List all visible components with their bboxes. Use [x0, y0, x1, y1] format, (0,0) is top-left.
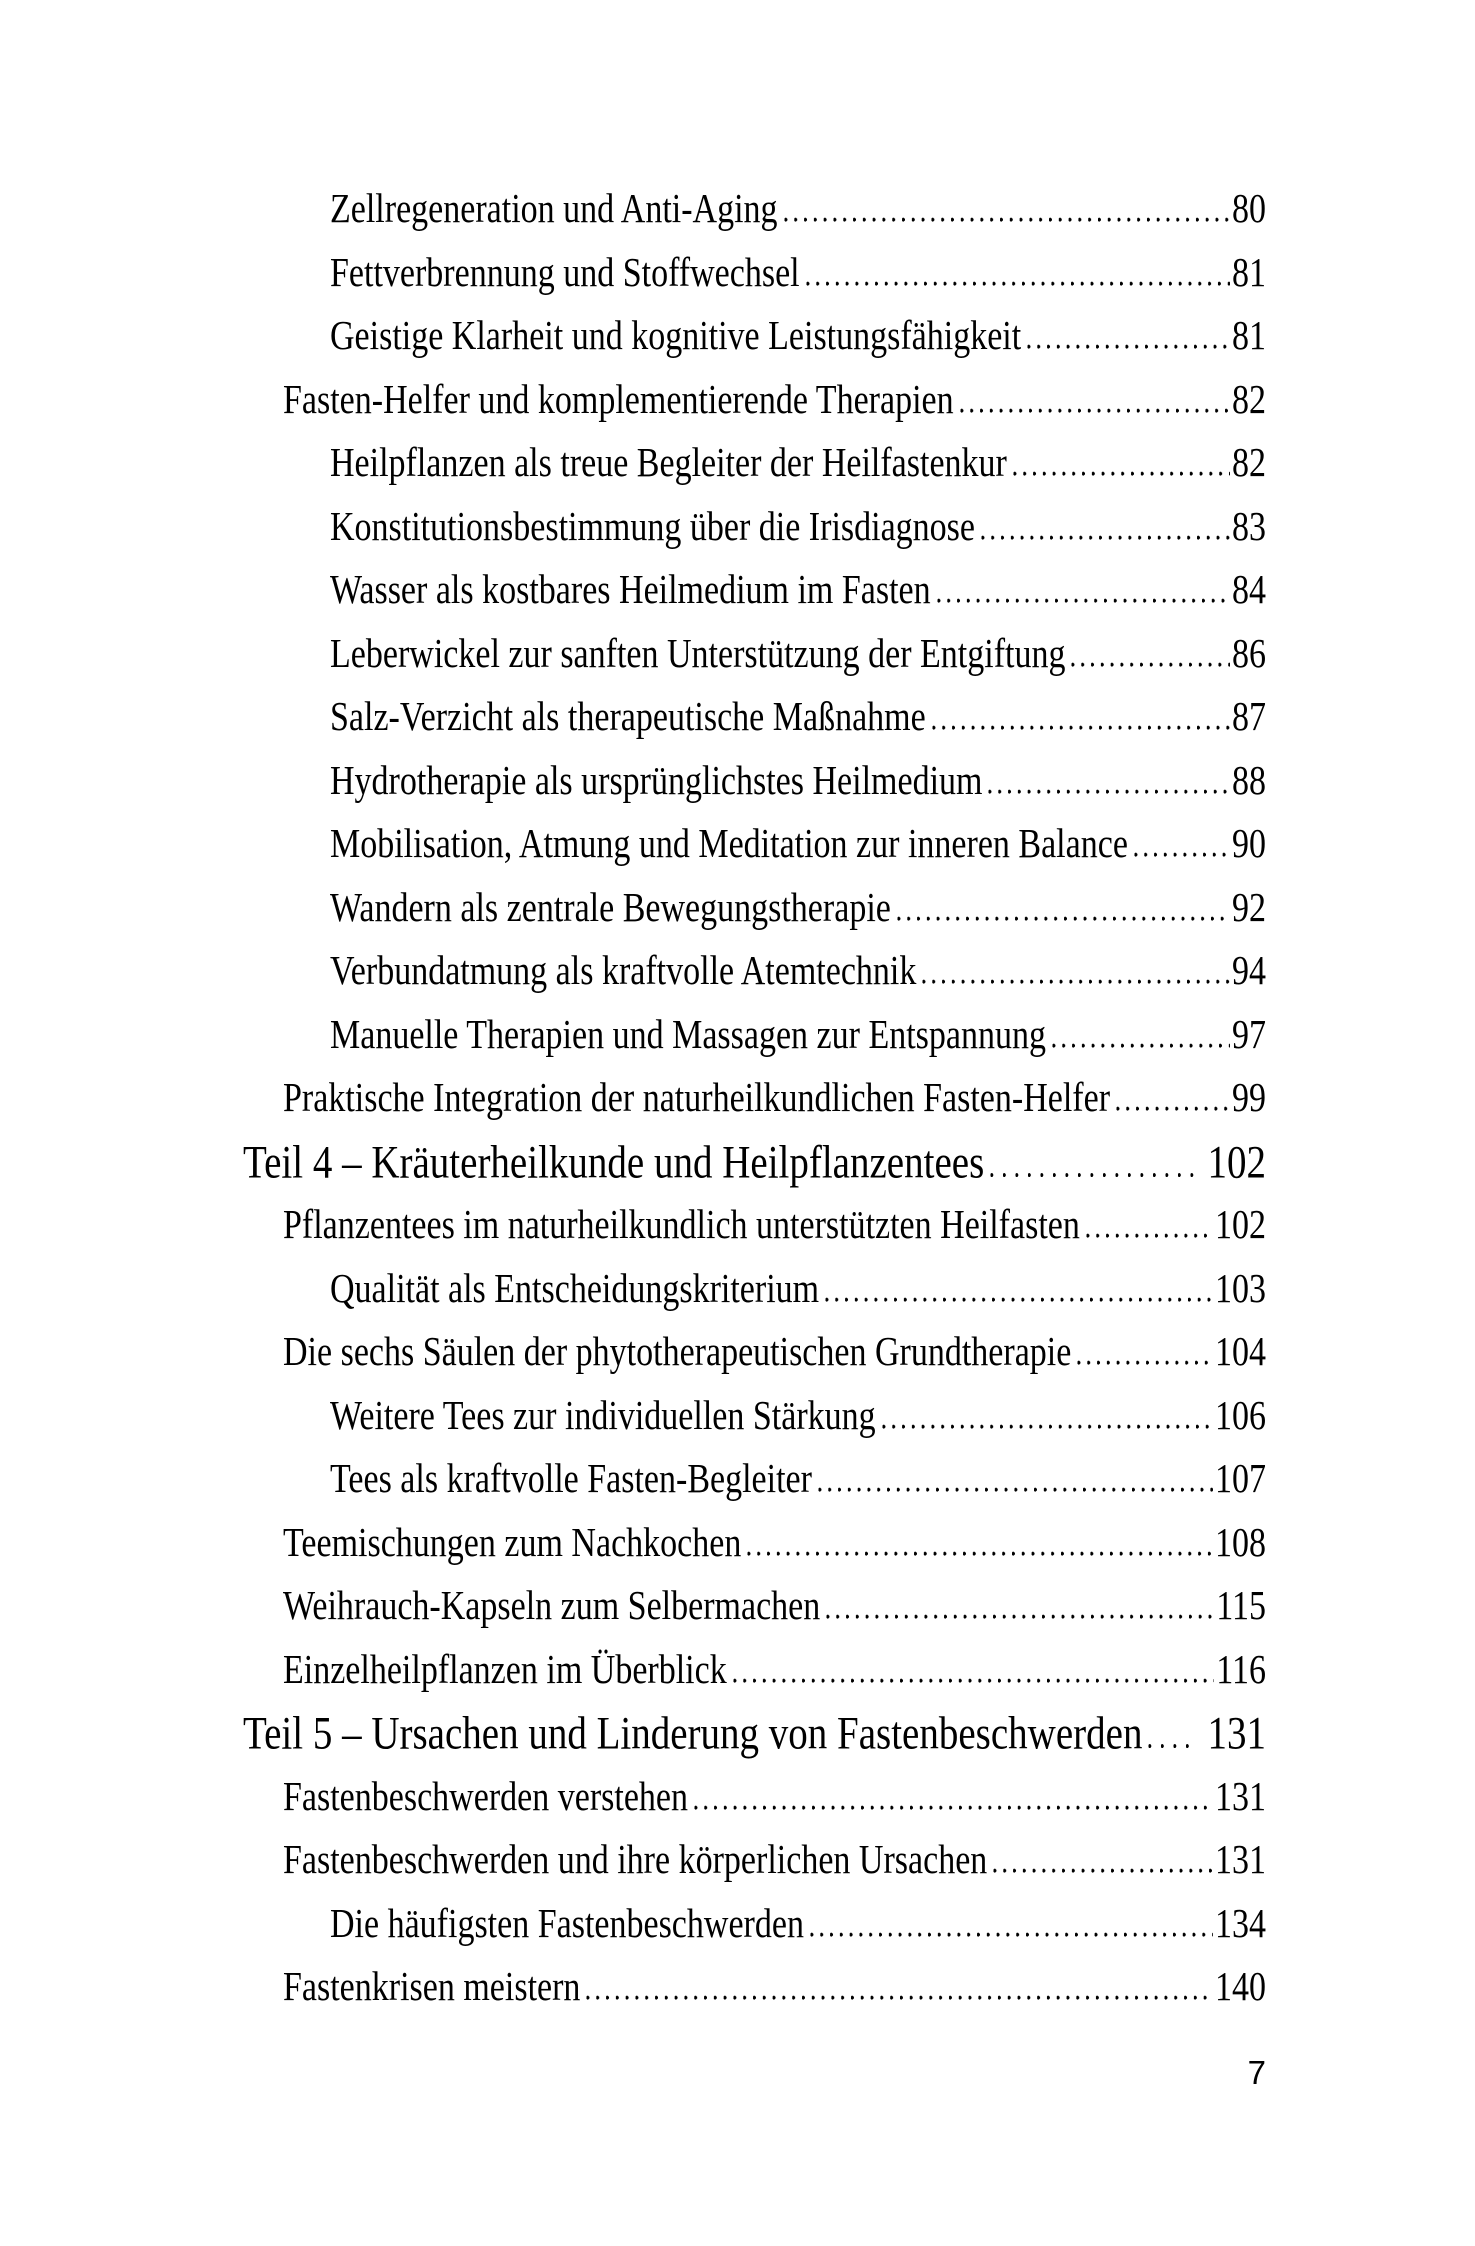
dot-leader: [826, 1614, 1214, 1619]
dot-leader: [960, 408, 1230, 413]
toc-entry-page-number: 81: [1232, 250, 1266, 296]
toc-entry-title: Salz-Verzicht als therapeutische Maßnahme: [330, 695, 926, 740]
toc-entry-page-number: 82: [1232, 441, 1266, 486]
toc-entry-page-number: 99: [1232, 1076, 1266, 1121]
toc-entry-page-number: 131: [1207, 1707, 1266, 1760]
dot-leader: [993, 1868, 1213, 1873]
toc-entry-page-number: 107: [1215, 1457, 1266, 1502]
footer-page-number: 7: [1247, 2054, 1266, 2091]
toc-entry-page-number: 81: [1232, 314, 1266, 359]
dot-leader: [1052, 1043, 1230, 1048]
toc-entry-title: Teil 5 – Ursachen und Linderung von Fastenbeschwerden: [243, 1707, 1143, 1760]
toc-entry-page-number: 84: [1232, 568, 1266, 613]
dot-leader: [1086, 1233, 1213, 1238]
toc-entry-title: Wasser als kostbares Heilmedium im Fasten: [330, 568, 931, 613]
toc-entry-title: Fastenbeschwerden und ihre körperlichen Ursachen: [283, 1838, 988, 1883]
dot-leader: [694, 1805, 1213, 1810]
toc-entry-title: Heilpflanzen als treue Begleiter der Heilfastenkur: [330, 441, 1007, 486]
toc-entry-page-number: 134: [1215, 1901, 1266, 1947]
toc-entry-page-number: 131: [1215, 1838, 1266, 1883]
toc-entry-title: Mobilisation, Atmung und Meditation zur inneren Balance: [330, 822, 1128, 867]
toc-entry-page-number: 106: [1215, 1393, 1266, 1439]
dot-leader: [1071, 662, 1230, 667]
dot-leader: [988, 789, 1230, 794]
dot-leader: [733, 1678, 1215, 1683]
dot-leader: [825, 1297, 1213, 1302]
dot-leader: [747, 1551, 1213, 1556]
toc-entry-page-number: 131: [1215, 1774, 1266, 1820]
toc-entry-title: Teil 4 – Kräuterheilkunde und Heilpflanzentees: [243, 1136, 985, 1188]
toc-entry-page-number: 115: [1216, 1584, 1266, 1629]
toc-entry: [243, 1950, 1266, 2026]
toc-entry-title: Qualität als Entscheidungskriterium: [330, 1266, 820, 1312]
dot-leader: [990, 1172, 1193, 1177]
toc-entry-page-number: 87: [1232, 695, 1266, 740]
toc-entry-page-number: 116: [1216, 1647, 1266, 1693]
toc-entry-page-number: 92: [1232, 885, 1266, 931]
toc-entry-page-number: 102: [1215, 1203, 1266, 1248]
dot-leader: [897, 916, 1230, 921]
toc-entry-title: Fasten-Helfer und komplementierende Therapien: [283, 377, 954, 423]
toc-entry-title: Teemischungen zum Nachkochen: [283, 1520, 742, 1566]
toc-entry-title: Tees als kraftvolle Fasten-Begleiter: [330, 1457, 812, 1502]
toc-entry-page-number: 97: [1232, 1012, 1266, 1058]
toc-entry-page-number: 94: [1232, 949, 1266, 994]
toc-entry-page-number: 104: [1215, 1330, 1266, 1375]
toc-entry-title: Fettverbrennung und Stoffwechsel: [330, 250, 800, 296]
toc-entry-title: Zellregeneration und Anti-Aging: [330, 187, 778, 232]
toc-entry-title: Verbundatmung als kraftvolle Atemtechnik: [330, 949, 917, 994]
toc-entry-title: Einzelheilpflanzen im Überblick: [283, 1647, 727, 1693]
toc-entry-title: Geistige Klarheit und kognitive Leistungsfähigkeit: [330, 314, 1022, 359]
toc-entry-title: Manuelle Therapien und Massagen zur Entspannung: [330, 1012, 1047, 1058]
toc-entry-title: Fastenbeschwerden verstehen: [283, 1774, 689, 1820]
toc-entry-page-number: 102: [1207, 1136, 1266, 1188]
dot-leader: [937, 598, 1230, 603]
toc-entry-title: Hydrotherapie als ursprünglichstes Heilmedium: [330, 758, 983, 804]
toc-entry-title: Fastenkrisen meistern: [283, 1965, 581, 2010]
dot-leader: [1148, 1744, 1193, 1749]
dot-leader: [1077, 1360, 1213, 1365]
dot-leader: [806, 281, 1230, 286]
toc-entry-page-number: 90: [1232, 822, 1266, 867]
toc-entry-page-number: 140: [1215, 1965, 1266, 2010]
dot-leader: [1027, 344, 1230, 349]
toc-entry-page-number: 83: [1232, 504, 1266, 550]
dot-leader: [882, 1424, 1213, 1429]
toc-entry-title: Pflanzentees im naturheilkundlich unterstützten Heilfasten: [283, 1203, 1080, 1248]
table-of-contents: [243, 178, 1266, 2020]
toc-entry-page-number: 103: [1215, 1266, 1266, 1312]
toc-entry-title: Wandern als zentrale Bewegungstherapie: [330, 885, 891, 931]
dot-leader: [1116, 1106, 1230, 1111]
toc-entry-page-number: 82: [1232, 377, 1266, 423]
toc-entry-page-number: 80: [1232, 187, 1266, 232]
dot-leader: [818, 1487, 1213, 1492]
toc-entry-title: Weihrauch-Kapseln zum Selbermachen: [283, 1584, 821, 1629]
toc-entry-title: Praktische Integration der naturheilkundlichen Fasten-Helfer: [283, 1076, 1111, 1121]
dot-leader: [932, 725, 1230, 730]
toc-entry-page-number: 108: [1215, 1520, 1266, 1566]
toc-entry-title: Leberwickel zur sanften Unterstützung der Entgiftung: [330, 631, 1066, 677]
toc-entry-page-number: 88: [1232, 758, 1266, 804]
toc-entry-title: Konstitutionsbestimmung über die Irisdiagnose: [330, 504, 975, 550]
dot-leader: [922, 979, 1230, 984]
toc-entry-title: Die häufigsten Fastenbeschwerden: [330, 1901, 804, 1947]
dot-leader: [1013, 471, 1230, 476]
dot-leader: [810, 1932, 1213, 1937]
dot-leader: [981, 535, 1230, 540]
dot-leader: [1134, 852, 1230, 857]
toc-entry-title: Die sechs Säulen der phytotherapeutischen Grundtherapie: [283, 1330, 1072, 1375]
toc-entry-page-number: 86: [1232, 631, 1266, 677]
toc-entry-title: Weitere Tees zur individuellen Stärkung: [330, 1393, 876, 1439]
dot-leader: [784, 217, 1230, 222]
dot-leader: [586, 1995, 1213, 2000]
